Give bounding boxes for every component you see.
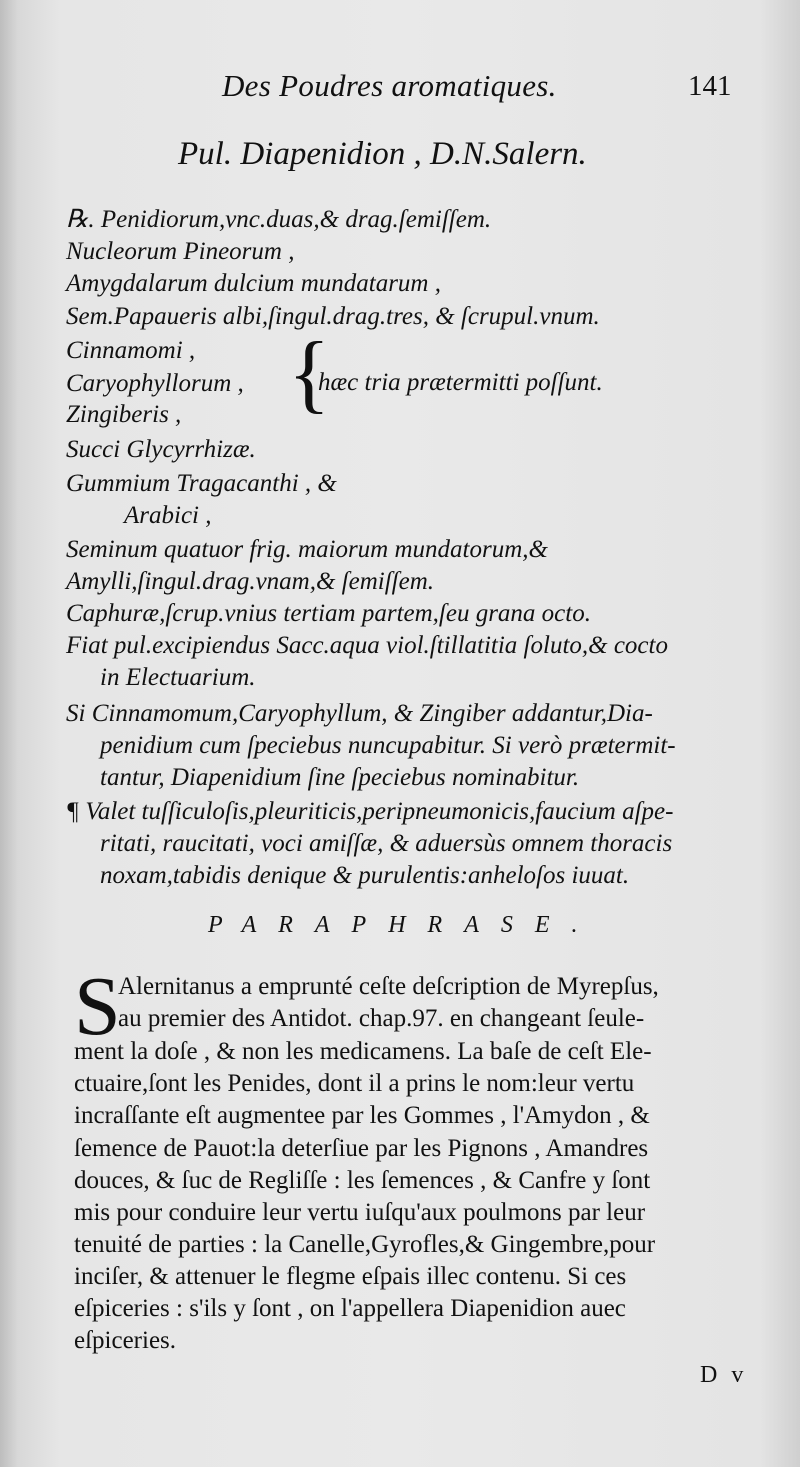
brace-bracket: { (288, 325, 331, 422)
signature-mark: D v (700, 1362, 748, 1388)
paraphrase-line: au premier des Antidot. chap.97. en changeant ſeule- (118, 1005, 645, 1032)
recipe-line: Seminum quatuor frig. maiorum mundatorum,& (66, 536, 548, 563)
paraphrase-line: Alernitanus a emprunté ceſte deſcription de Myrepſus, (118, 973, 659, 1000)
recipe-line: Amygdalarum dulcium mundatarum , (66, 270, 441, 297)
bracket-note: hæc tria prætermitti poſſunt. (318, 369, 603, 396)
recipe-line: Amylli,ſingul.drag.vnam,& ſemiſſem. (66, 568, 435, 595)
paraphrase-line: ctuaire,ſont les Penides, dont il a prins le nom:leur vertu (74, 1070, 635, 1097)
paraphrase-line: eſpiceries. (74, 1327, 177, 1354)
recipe-line: ¶ Valet tuſſiculoſis,pleuriticis,peripneumonicis,faucium aſpe- (66, 798, 674, 825)
recipe-line: Cinnamomi , (66, 337, 196, 364)
recipe-line: ℞. Penidiorum,vnc.duas,& drag.ſemiſſem. (66, 206, 492, 233)
recipe-line: Sem.Papaueris albi,ſingul.drag.tres, & ſcrupul.vnum. (66, 303, 600, 330)
recipe-line: Fiat pul.excipiendus Sacc.aqua viol.ſtillatitia ſoluto,& cocto (66, 632, 668, 659)
paraphrase-line: douces, & ſuc de Regliſſe : les ſemences , & Canfre y ſont (74, 1167, 651, 1194)
recipe-line: ritati, raucitati, voci amiſſæ, & aduersùs omnem thoracis (100, 830, 673, 857)
recipe-line: in Electuarium. (100, 664, 256, 691)
paraphrase-line: tenuité de parties : la Canelle,Gyrofles,& Gingembre,pour (74, 1231, 656, 1258)
paraphrase-line: incraſſante eſt augmentee par les Gommes , l'Amydon , & (74, 1102, 650, 1129)
paraphrase-line: ment la doſe , & non les medicamens. La baſe de ceſt Ele- (74, 1038, 652, 1065)
paraphrase-line: eſpiceries : s'ils y ſont , on l'appellera Diapenidion auec (74, 1295, 626, 1322)
recipe-line: noxam,tabidis denique & purulentis:anheloſos iuuat. (100, 862, 630, 889)
recipe-line: Succi Glycyrrhizæ. (66, 436, 256, 463)
recipe-line: Si Cinnamomum,Caryophyllum, & Zingiber addantur,Dia- (66, 700, 653, 727)
recipe-line: penidium cum ſpeciebus nuncupabitur. Si verò prætermit- (100, 732, 676, 759)
paraphrase-heading: PARAPHRASE. (208, 912, 600, 938)
recipe-title: Pul. Diapenidion , D.N.Salern. (178, 136, 587, 172)
recipe-line: tantur, Diapenidium ſine ſpeciebus nominabitur. (100, 764, 580, 791)
recipe-line: Gummium Tragacanthi , & (66, 470, 337, 497)
page-number: 141 (688, 70, 732, 102)
recipe-line: Arabici , (124, 502, 212, 529)
paraphrase-line: inciſer, & attenuer le flegme eſpais illec contenu. Si ces (74, 1263, 627, 1290)
recipe-line: Nucleorum Pineorum , (66, 238, 295, 265)
recipe-line: Caphuræ,ſcrup.vnius tertiam partem,ſeu grana octo. (66, 600, 591, 627)
running-title: Des Poudres aromatiques. (222, 68, 557, 103)
running-head (0, 68, 800, 108)
recipe-line: Caryophyllorum , (66, 370, 244, 397)
paraphrase-line: ſemence de Pauot:la deterſiue par les Pignons , Amandres (74, 1135, 649, 1162)
drop-cap: S (74, 960, 121, 1053)
paraphrase-line: mis pour conduire leur vertu iuſqu'aux poulmons par leur (74, 1199, 646, 1226)
recipe-line: Zingiberis , (66, 401, 182, 428)
